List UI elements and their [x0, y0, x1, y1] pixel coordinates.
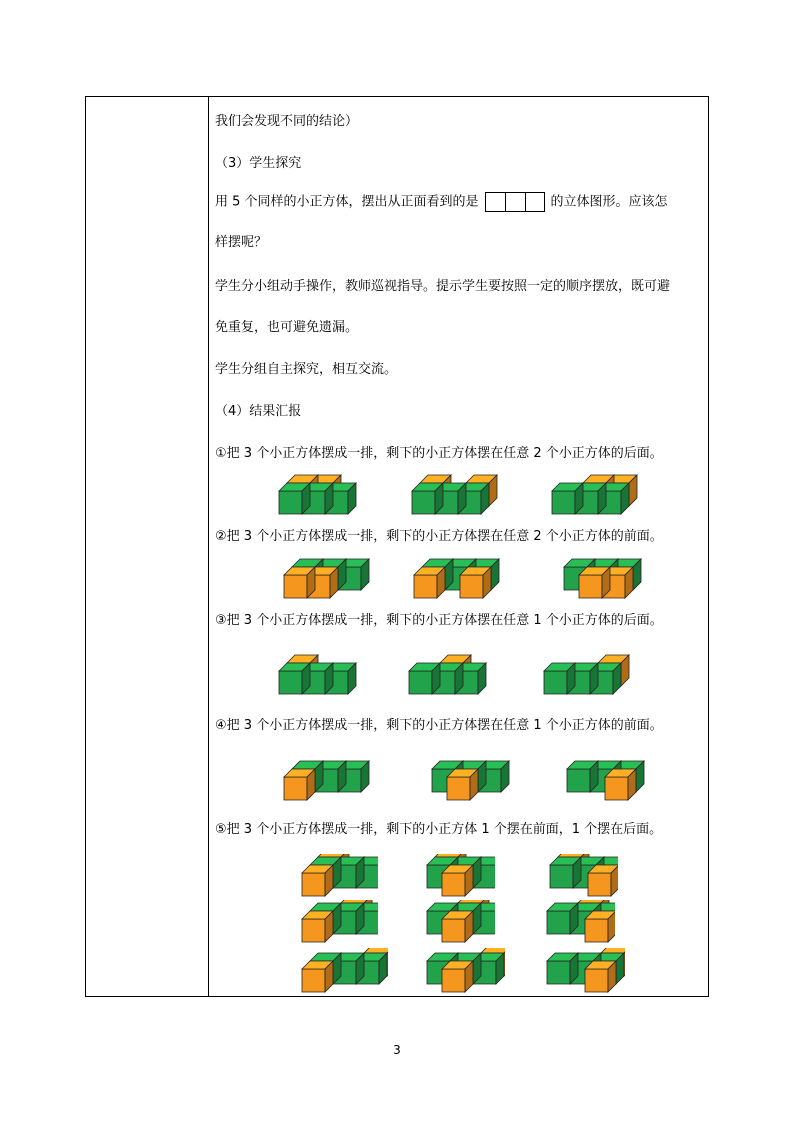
cube-figure — [548, 472, 638, 516]
text-part: 的立体图形。应该怎 — [550, 194, 668, 210]
cube-face — [605, 777, 628, 800]
front-view-three-squares-icon — [485, 192, 545, 212]
cube-figure — [555, 752, 650, 802]
cube-face — [364, 948, 388, 953]
cube-face — [567, 769, 590, 792]
cube-face — [414, 575, 437, 598]
cube-face — [284, 575, 307, 598]
case-caption-5: ⑤把 3 个小正方体摆成一排，剩下的小正方体 1 个摆在前面，1 个摆在后面。 — [215, 822, 663, 837]
case-caption-3: ③把 3 个小正方体摆成一排，剩下的小正方体摆在任意 1 个小正方体的后面。 — [215, 613, 663, 628]
cube-face — [302, 873, 325, 896]
cube-figure — [540, 646, 640, 696]
cube-face — [409, 671, 432, 694]
cube-face — [279, 491, 302, 514]
column-divider — [208, 97, 209, 996]
case-caption-1: ①把 3 个小正方体摆成一排，剩下的小正方体摆在任意 2 个小正方体的后面。 — [215, 446, 663, 461]
cube-face — [279, 671, 302, 694]
text-line: 免重复，也可避免遗漏。 — [215, 320, 359, 335]
cube-figure — [408, 472, 498, 516]
cube-figure — [275, 472, 365, 516]
cube-figure — [405, 646, 495, 696]
cube-figure — [538, 854, 618, 898]
cube-figure — [552, 556, 642, 600]
cube-face — [481, 948, 505, 953]
cube-figure — [415, 900, 495, 944]
section-heading: （3）学生探究 — [215, 156, 302, 171]
text-line — [215, 192, 668, 212]
cube-figure — [415, 948, 505, 994]
cube-figure — [410, 556, 500, 600]
text-part: 用 5 个同样的小正方体，摆出从正面看到的是 — [215, 194, 479, 210]
cube-figure — [280, 556, 370, 600]
cube-face — [442, 873, 465, 896]
cube-face — [547, 911, 570, 934]
cube-face — [412, 491, 435, 514]
cube-face — [302, 969, 325, 992]
cube-figure — [280, 752, 375, 802]
page-number: 3 — [393, 1043, 401, 1057]
cube-figure — [298, 948, 388, 994]
cube-face — [579, 575, 602, 598]
cube-face — [552, 491, 575, 514]
cube-face — [601, 948, 625, 953]
case-caption-4: ④把 3 个小正方体摆成一排，剩下的小正方体摆在任意 1 个小正方体的前面。 — [215, 718, 663, 733]
cube-face — [302, 919, 325, 942]
cube-figure — [298, 854, 378, 898]
cube-figure — [535, 948, 625, 994]
cube-face — [585, 969, 608, 992]
text-line: 我们会发现不同的结论） — [215, 114, 359, 129]
cube-face — [550, 865, 573, 888]
cube-face — [585, 919, 608, 942]
cube-face — [460, 575, 483, 598]
cube-figure — [535, 900, 615, 944]
section-heading: （4）结果汇报 — [215, 404, 302, 419]
cube-face — [284, 777, 307, 800]
cube-face — [547, 961, 570, 984]
cube-figure — [298, 900, 378, 944]
cube-figure — [420, 752, 515, 802]
cube-face — [588, 873, 611, 896]
cube-face — [442, 919, 465, 942]
text-line: 学生分组自主探究，相互交流。 — [215, 362, 398, 377]
cube-figure — [415, 854, 495, 898]
cube-face — [442, 969, 465, 992]
text-line: 样摆呢？ — [215, 235, 268, 250]
cube-face — [544, 671, 567, 694]
cube-face — [447, 777, 470, 800]
cube-figure — [275, 646, 365, 696]
case-caption-2: ②把 3 个小正方体摆成一排，剩下的小正方体摆在任意 2 个小正方体的前面。 — [215, 529, 663, 544]
text-line: 学生分小组动手操作，教师巡视指导。提示学生要按照一定的顺序摆放，既可避 — [215, 279, 671, 294]
